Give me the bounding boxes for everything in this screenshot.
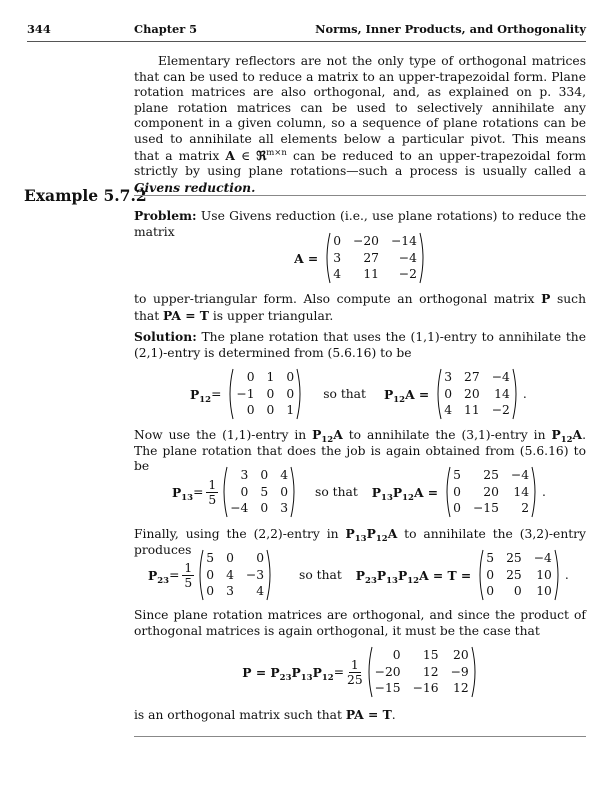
matrix-cell: 10 <box>536 584 552 599</box>
example-rule <box>134 195 586 196</box>
matrix-cell: 0 <box>280 484 289 499</box>
equation-P13: $P_{13}$ = $\frac{1}{5}$ 3 0 4 0 5 0 −4 0 3 so that $P_{13}P_{12}A$ = 5 25 −4 0 20 14 0 −15 2 . <box>134 466 586 518</box>
equation-P12: $P_{12}$ = 0 1 0 −1 0 0 0 0 1 so that $P_{12}A$ = 3 27 −4 0 20 14 4 11 −2 . <box>134 368 586 420</box>
matrix-cell: −20 <box>353 234 379 248</box>
bottom-rule <box>134 736 586 737</box>
left-paren <box>221 466 228 518</box>
matrix-cell: 5 <box>453 468 461 482</box>
header-rule <box>27 41 586 42</box>
matrix-cell: 0 <box>392 648 401 662</box>
problem-continuation: to upper-triangular form. Also compute an orthogonal matrix P such that PA = T is upper triangular. <box>134 291 586 323</box>
final-sentence: is an orthogonal matrix such that PA = T. <box>134 707 396 722</box>
matrix-cell: 0 <box>260 501 269 516</box>
matrix-cell: 0 <box>286 370 295 384</box>
matrix-P12A <box>435 368 519 420</box>
matrix-cell: −4 <box>510 468 530 482</box>
matrix-cell: −4 <box>491 370 510 384</box>
intro-paragraph: Elementary reflectors are not the only type of orthogonal matrices that can be used to reduce a matrix to an upper-trapezoidal form. Plane rotation matrices are also orthogonal, and, as explained on p. 334, plane rotation matrices can be used to selectively annihilate any component in a given column, so a sequence of plane rotations can be used to annihilate all elements below a particular pivot. This means that a matrix A ∈ ℜ$^{m\times n}$ can be reduced to an upper-trapezoidal form strictly by using plane rotations—such a process is usually called a Givens reduction. <box>134 54 587 195</box>
matrix-cell: 3 <box>240 468 249 482</box>
matrix-cell: −15 <box>374 681 401 696</box>
matrix-cell: 0 <box>246 370 255 384</box>
matrix-cell: 5 <box>486 551 495 565</box>
matrix-cell: 20 <box>453 648 469 662</box>
left-paren <box>324 232 331 284</box>
matrix-cell: −14 <box>390 234 417 248</box>
now-paragraph: Now use the (1,1)-entry in $P_{12}A$ to annihilate the (3,1)-entry in $P_{12}A$. The plane rotation that does the job is again obtained from (5.6.16) to be <box>134 427 586 474</box>
matrix-cell: 0 <box>444 386 453 401</box>
right-paren <box>296 368 303 420</box>
chapter-title: Norms, Inner Products, and Orthogonality <box>315 22 586 36</box>
matrix-cell: −2 <box>398 267 417 282</box>
equation-A: A = 0 −20 −14 3 27 −4 4 11 −2 <box>134 232 586 284</box>
right-paren <box>512 368 519 420</box>
matrix-A <box>324 232 426 284</box>
matrix-cell: 0 <box>266 386 275 401</box>
page-number: 344 <box>27 22 51 36</box>
matrix-cell: 0 <box>513 584 522 599</box>
matrix-cell: 0 <box>286 386 295 401</box>
example-label: Example 5.7.2 <box>24 186 147 205</box>
matrix-cell: 0 <box>260 468 269 482</box>
solution-paragraph: Solution: The plane rotation that uses the (1,1)-entry to annihilate the (2,1)-entry is determined from (5.6.16) to be <box>134 329 586 360</box>
matrix-cell: 20 <box>483 484 499 499</box>
matrix-cell: 11 <box>363 267 379 282</box>
matrix-cell: 0 <box>206 584 215 599</box>
matrix-cell: 14 <box>513 484 530 499</box>
matrix-cell: 0 <box>486 567 495 582</box>
left-paren <box>366 646 373 698</box>
matrix-P13 <box>221 466 297 518</box>
matrix-cell: 5 <box>260 484 269 499</box>
right-paren <box>290 466 297 518</box>
matrix-cell: 15 <box>422 648 439 662</box>
matrix-cell: 2 <box>521 501 530 516</box>
matrix-cell: 14 <box>494 386 510 401</box>
matrix-cell: 4 <box>333 267 342 282</box>
matrix-cell: 11 <box>464 403 480 418</box>
matrix-cell: 25 <box>506 551 522 565</box>
matrix-cell: 0 <box>226 551 234 565</box>
matrix-cell: 3 <box>280 501 289 516</box>
matrix-cell: 12 <box>422 664 439 679</box>
matrix-cell: −4 <box>533 551 552 565</box>
matrix-cell: −9 <box>450 664 469 679</box>
left-paren <box>444 466 451 518</box>
matrix-cell: −16 <box>412 681 439 696</box>
problem-statement: Problem: Use Givens reduction (i.e., use plane rotations) to reduce the matrix <box>134 208 586 239</box>
matrix-cell: 4 <box>444 403 453 418</box>
matrix-cell: 27 <box>464 370 480 384</box>
matrix-cell: 0 <box>453 501 461 516</box>
matrix-cell: 25 <box>506 567 522 582</box>
matrix-cell: 12 <box>453 681 469 696</box>
left-paren <box>435 368 442 420</box>
matrix-cell: 0 <box>240 484 249 499</box>
matrix-P23 <box>197 549 273 601</box>
right-paren <box>471 646 478 698</box>
right-paren <box>266 549 273 601</box>
matrix-P13P12A <box>444 466 538 518</box>
matrix-cell: 0 <box>333 234 342 248</box>
left-paren <box>477 549 484 601</box>
left-paren <box>227 368 234 420</box>
equation-P-final: $P = P_{23}P_{13}P_{12}$ = $\frac{1}{25}$ 0 15 20 −20 12 −9 −15 −16 12 <box>134 646 586 698</box>
matrix-cell: −15 <box>472 501 499 516</box>
matrix-cell: 25 <box>483 468 499 482</box>
matrix-cell: 3 <box>226 584 234 599</box>
matrix-cell: 1 <box>286 403 295 418</box>
matrix-cell: 1 <box>266 370 275 384</box>
finally-paragraph: Finally, using the (2,2)-entry in $P_{13}P_{12}A$ to annihilate the (3,2)-entry produces <box>134 526 586 557</box>
matrix-cell: 4 <box>280 468 289 482</box>
matrix-cell: 0 <box>206 567 215 582</box>
matrix-P12 <box>227 368 303 420</box>
matrix-cell: 5 <box>206 551 215 565</box>
matrix-cell: 0 <box>453 484 461 499</box>
matrix-cell: 4 <box>256 584 265 599</box>
left-paren <box>197 549 204 601</box>
matrix-cell: 10 <box>536 567 552 582</box>
matrix-cell: 4 <box>226 567 234 582</box>
matrix-cell: 3 <box>444 370 453 384</box>
matrix-cell: −1 <box>236 386 255 401</box>
matrix-T <box>477 549 561 601</box>
matrix-cell: 27 <box>363 250 379 265</box>
matrix-cell: −4 <box>398 250 417 265</box>
matrix-cell: 3 <box>333 250 342 265</box>
matrix-cell: 0 <box>256 551 265 565</box>
givens-reduction-term: Givens reduction. <box>134 179 256 195</box>
right-paren <box>531 466 538 518</box>
matrix-cell: 20 <box>464 386 480 401</box>
right-paren <box>419 232 426 284</box>
matrix-cell: −4 <box>230 501 249 516</box>
matrix-cell: −2 <box>491 403 510 418</box>
running-header <box>27 22 586 38</box>
matrix-P-final <box>366 646 478 698</box>
matrix-cell: 0 <box>266 403 275 418</box>
matrix-cell: 0 <box>246 403 255 418</box>
chapter-label: Chapter 5 <box>134 22 198 36</box>
matrix-cell: −20 <box>374 664 401 679</box>
equation-P23: $P_{23}$ = $\frac{1}{5}$ 5 0 0 0 4 −3 0 3 4 so that $P_{23}P_{13}P_{12}A = T$ = 5 25 −4 0 25 10 0 0 10 . <box>134 549 586 601</box>
since-paragraph: Since plane rotation matrices are orthogonal, and since the product of orthogonal matrices is again orthogonal, it must be the case that <box>134 608 586 638</box>
right-paren <box>554 549 561 601</box>
matrix-cell: 0 <box>486 584 495 599</box>
matrix-cell: −3 <box>245 567 265 582</box>
